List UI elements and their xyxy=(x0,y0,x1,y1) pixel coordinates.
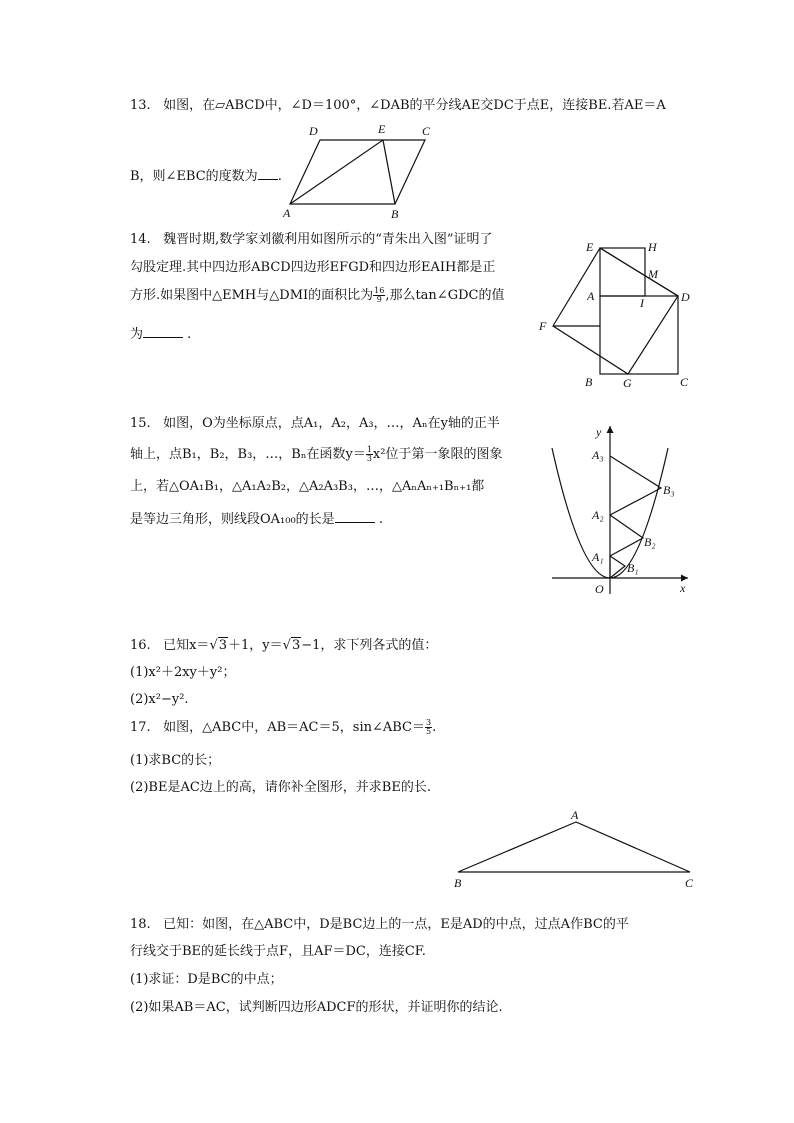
q14-square-abcd xyxy=(600,296,678,374)
q15-number: 15. xyxy=(130,416,151,431)
q15-line4b: . xyxy=(378,512,383,527)
q14-line3a: 方形.如果图中△EMH与△DMI的面积比为 xyxy=(130,288,374,303)
q15-label-x: x xyxy=(680,581,686,595)
q14-number: 14. xyxy=(130,232,151,247)
q14-label-h: H xyxy=(648,240,657,254)
q13-segment-ae xyxy=(290,140,383,204)
q14-line4b: . xyxy=(187,327,192,342)
q17-number: 17. xyxy=(130,720,151,735)
q14-answer-blank[interactable] xyxy=(143,323,183,338)
q16-sqrt1: 3 xyxy=(218,638,228,653)
q15-line2 xyxy=(130,446,502,464)
q15-label-y: y xyxy=(596,425,602,439)
q13-label-d: D xyxy=(309,124,318,138)
q14-line2: 勾股定理.其中四边形ABCD四边形EFGD和四边形EAIH都是正 xyxy=(130,260,496,275)
q15-label-b2: B₂ xyxy=(644,535,656,549)
q13-tail: . xyxy=(277,169,282,184)
q13-text-line1 xyxy=(130,97,666,115)
q14-label-m: M xyxy=(648,267,658,281)
q15-line3: 上，若△OA₁B₁，△A₁A₂B₂，△A₂A₃B₃，…，△AₙAₙ₊₁Bₙ₊₁都 xyxy=(130,479,485,494)
q13-answer-blank[interactable] xyxy=(258,165,278,180)
q13-text-a: 如图，在▱ABCD中，∠D＝100°，∠DAB的平分线AE交DC于点E，连接BE.若AE＝A xyxy=(163,98,666,113)
q14-label-e: E xyxy=(586,240,594,254)
q13-number: 13. xyxy=(130,98,151,113)
q14-label-b: B xyxy=(585,375,593,389)
q15-fraction xyxy=(366,446,373,463)
q14-line1 xyxy=(130,231,493,249)
q15-line1 xyxy=(130,415,500,433)
q15-line2b: x²位于第一象限的图象 xyxy=(372,447,503,462)
q16-line1a: 已知x＝ xyxy=(163,638,210,653)
q13-parallelogram-figure xyxy=(277,118,440,222)
q18-number: 18. xyxy=(130,917,151,932)
q15-frac-num: 1 xyxy=(366,445,372,454)
q13-text-line2 xyxy=(130,165,282,186)
q14-label-g: G xyxy=(623,376,632,390)
q17-line1a: 如图，△ABC中，AB＝AC＝5，sin∠ABC＝ xyxy=(163,720,425,735)
q14-line3 xyxy=(130,287,504,305)
q15-line2a: 轴上，点B₁，B₂，B₃，…，Bₙ在函数y＝ xyxy=(130,447,366,462)
q15-answer-blank[interactable] xyxy=(335,508,375,523)
q17-label-c: C xyxy=(685,876,694,890)
q13-label-e: E xyxy=(378,122,386,136)
q15-frac-den: 3 xyxy=(366,454,372,463)
q15-triangle-2 xyxy=(610,515,643,556)
q17-triangle-abc xyxy=(458,822,690,872)
q13-segment-be xyxy=(383,140,395,204)
q16-line1b: ＋1，y＝ xyxy=(228,638,283,653)
q14-square-efgd xyxy=(553,248,678,374)
q16-part2: (2)x²−y². xyxy=(130,692,189,707)
q15-line1-text: 如图，O为坐标原点，点A₁，A₂，A₃，…，Aₙ在y轴的正半 xyxy=(163,416,500,431)
q18-line2: 行线交于BE的延长线于点F，且AF＝DC，连接CF. xyxy=(130,944,426,959)
q14-label-d: D xyxy=(681,290,690,304)
q17-frac-num: 3 xyxy=(426,718,432,727)
q14-fraction xyxy=(373,287,385,304)
q17-part1: (1)求BC的长； xyxy=(130,753,221,768)
q16-number: 16. xyxy=(130,638,151,653)
q14-frac-num: 16 xyxy=(374,286,385,295)
q16-line1: 16. 已知x＝√3＋1，y＝√3−1，求下列各式的值： xyxy=(130,638,438,653)
q14-label-i: I xyxy=(640,296,644,310)
q14-frac-den: 9 xyxy=(376,295,382,304)
q15-label-a2: A₂ xyxy=(592,508,604,522)
q13-label-a: A xyxy=(283,206,291,220)
q18-part2: (2)如果AB＝AC，试判断四边形ADCF的形状，并证明你的结论. xyxy=(130,1000,503,1015)
q15-label-o: O xyxy=(595,582,604,596)
q18-part1: (1)求证：D是BC的中点； xyxy=(130,972,283,987)
q17-frac-den: 5 xyxy=(426,727,432,736)
q15-label-b3: B₃ xyxy=(663,483,675,497)
q13-label-c: C xyxy=(422,124,431,138)
q17-label-b: B xyxy=(454,876,462,890)
q14-line4a: 为 xyxy=(130,327,144,342)
q14-line4 xyxy=(130,323,191,344)
q17-line1 xyxy=(130,719,436,737)
q17-part2: (2)BE是AC边上的高，请你补全图形，并求BE的长. xyxy=(130,780,431,795)
q14-line3b: ,那么tan∠GDC的值 xyxy=(385,288,505,303)
q15-label-a1: A₁ xyxy=(592,550,604,564)
q17-triangle-figure xyxy=(450,806,700,894)
q15-line4a: 是等边三角形，则线段OA₁₀₀的长是 xyxy=(130,512,335,527)
q13-text-b: B，则∠EBC的度数为 xyxy=(130,169,258,184)
q15-parabola-figure xyxy=(540,418,700,604)
q18-line1-text: 已知：如图，在△ABC中，D是BC边上的一点，E是AD的中点，过点A作BC的平 xyxy=(163,917,629,932)
q15-line4 xyxy=(130,508,383,529)
q13-parallelogram xyxy=(290,140,425,204)
q15-label-b1: B₁ xyxy=(627,561,639,575)
q15-triangle-1 xyxy=(610,556,625,578)
q14-label-a: A xyxy=(587,289,595,303)
q16-part1: (1)x²＋2xy＋y²； xyxy=(130,665,236,680)
q17-line1b: . xyxy=(432,720,437,735)
q14-label-f: F xyxy=(539,319,547,333)
q18-line1 xyxy=(130,916,629,934)
q14-line1-text: 魏晋时期,数学家刘徽利用如图所示的“青朱出入图”证明了 xyxy=(163,232,493,247)
q17-label-a: A xyxy=(571,808,579,822)
q14-label-c: C xyxy=(680,375,689,389)
q15-label-a3: A₃ xyxy=(592,448,604,462)
q13-label-b: B xyxy=(391,207,399,221)
q14-segment-ed xyxy=(600,248,678,296)
q16-line1c: −1，求下列各式的值： xyxy=(301,638,438,653)
q14-square-figure xyxy=(536,236,706,394)
q16-sqrt2: 3 xyxy=(291,638,301,653)
